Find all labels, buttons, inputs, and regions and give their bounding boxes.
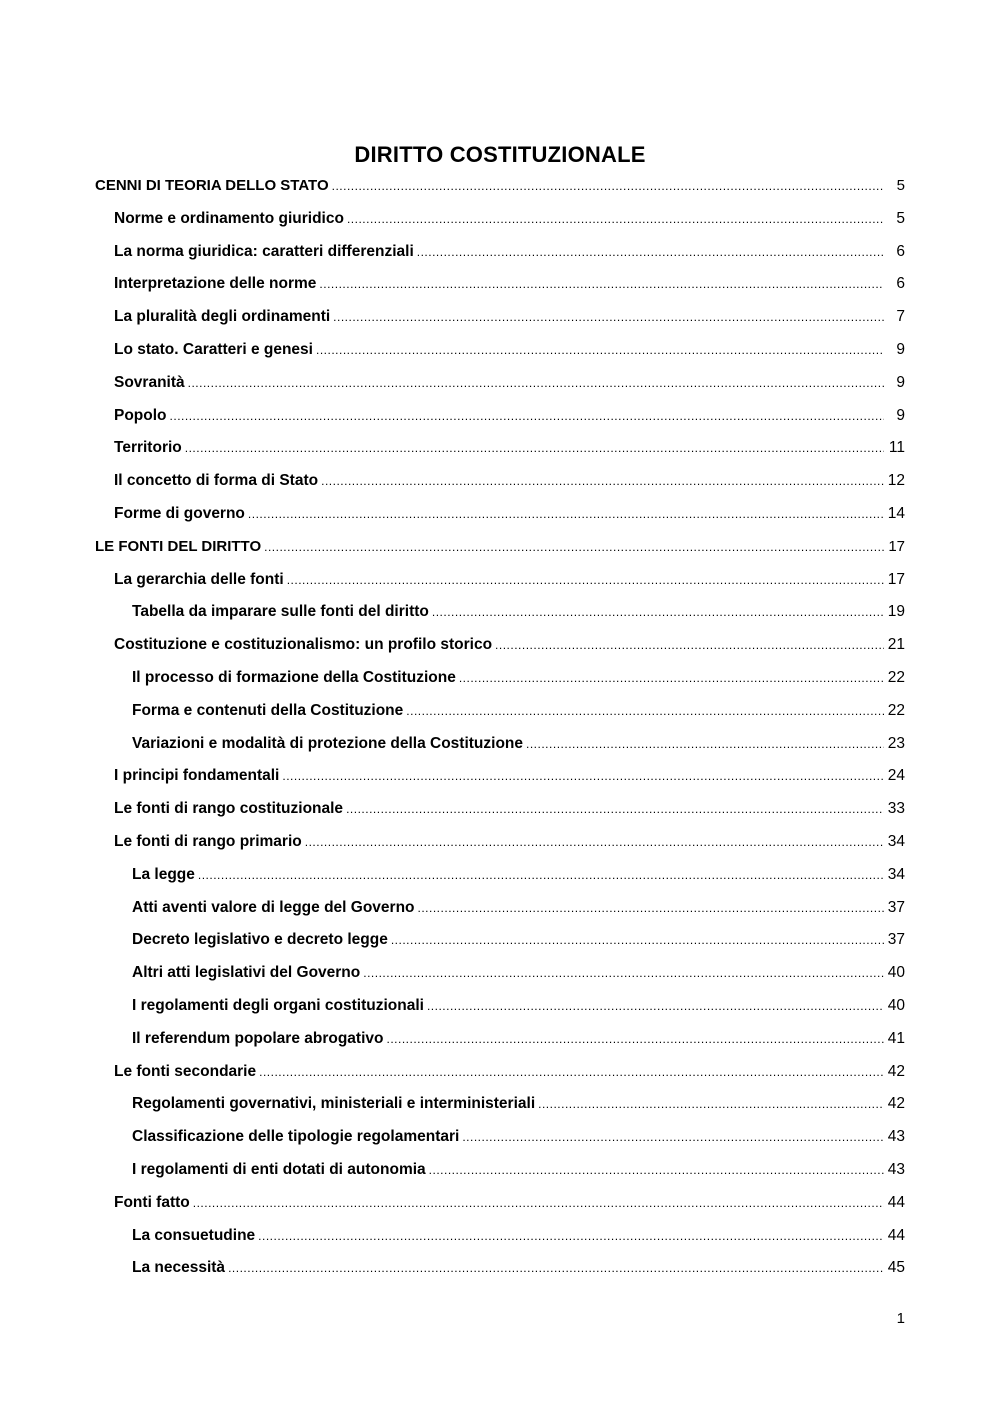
toc-entry-label: Popolo <box>114 406 167 424</box>
dot-leader <box>429 1158 884 1182</box>
toc-entry-page: 33 <box>887 800 905 818</box>
toc-entry-page: 34 <box>887 865 905 883</box>
toc-entry[interactable] <box>95 272 905 305</box>
dot-leader <box>417 240 884 264</box>
toc-entry-label: La legge <box>132 865 195 883</box>
toc-entry-page: 34 <box>887 832 905 850</box>
toc-entry-label: La gerarchia delle fonti <box>114 570 284 588</box>
toc-entry-label: LE FONTI DEL DIRITTO <box>95 537 262 555</box>
toc-entry[interactable] <box>95 600 905 633</box>
toc-entry[interactable] <box>95 699 905 732</box>
toc-entry[interactable] <box>95 830 905 863</box>
toc-entry-page: 11 <box>888 439 905 457</box>
toc-entry-page: 17 <box>888 537 905 555</box>
dot-leader <box>188 371 884 395</box>
toc-entry-page: 12 <box>887 472 905 490</box>
toc-entry[interactable] <box>95 371 905 404</box>
toc-entry-label: La consuetudine <box>132 1226 256 1244</box>
toc-entry-label: Lo stato. Caratteri e genesi <box>114 340 313 358</box>
dot-leader <box>526 732 884 756</box>
toc-entry-label: Atti aventi valore di legge del Governo <box>132 898 415 916</box>
toc-entry-page: 19 <box>887 603 905 621</box>
toc-entry-page: 9 <box>896 406 905 424</box>
toc-entry[interactable] <box>95 994 905 1027</box>
dot-leader <box>193 1191 884 1215</box>
dot-leader <box>332 174 884 198</box>
toc-entry-label: I regolamenti degli organi costituzionali <box>132 996 424 1014</box>
toc-entry-page: 40 <box>887 996 905 1014</box>
toc-entry[interactable] <box>95 666 905 699</box>
dot-leader <box>282 764 884 788</box>
toc-entry[interactable] <box>95 568 905 601</box>
toc-entry-page: 43 <box>887 1160 905 1178</box>
toc-entry[interactable] <box>95 1256 905 1289</box>
toc-entry[interactable] <box>95 436 905 469</box>
dot-leader <box>391 928 884 952</box>
toc-entry[interactable] <box>95 469 905 502</box>
dot-leader <box>198 863 884 887</box>
dot-leader <box>495 633 884 657</box>
toc-entry[interactable] <box>95 1060 905 1093</box>
dot-leader <box>228 1256 884 1280</box>
toc-entry-label: Forme di governo <box>114 504 245 522</box>
toc-entry-page: 37 <box>887 898 905 916</box>
toc-entry[interactable] <box>95 338 905 371</box>
toc-entry-page: 6 <box>896 242 905 260</box>
dot-leader <box>321 469 884 493</box>
toc-entry-label: Le fonti di rango primario <box>114 832 302 850</box>
dot-leader <box>287 568 884 592</box>
toc-entry[interactable] <box>95 863 905 896</box>
table-of-contents <box>95 174 905 1289</box>
toc-entry[interactable] <box>95 207 905 240</box>
toc-entry-label: Norme e ordinamento giuridico <box>114 209 344 227</box>
toc-entry[interactable] <box>95 1125 905 1158</box>
toc-entry-label: Forma e contenuti della Costituzione <box>132 701 404 719</box>
toc-entry-label: Classificazione delle tipologie regolamentari <box>132 1128 460 1146</box>
toc-entry[interactable] <box>95 404 905 437</box>
toc-entry-page: 44 <box>887 1226 905 1244</box>
dot-leader <box>406 699 884 723</box>
toc-entry-page: 14 <box>887 504 905 522</box>
toc-entry[interactable] <box>95 764 905 797</box>
toc-entry-page: 21 <box>887 636 905 654</box>
toc-entry-page: 44 <box>887 1193 905 1211</box>
dot-leader <box>387 1027 885 1051</box>
dot-leader <box>170 404 884 428</box>
toc-entry-page: 9 <box>896 373 905 391</box>
dot-leader <box>333 305 884 329</box>
toc-entry[interactable] <box>95 240 905 273</box>
toc-entry-label: Interpretazione delle norme <box>114 275 317 293</box>
toc-entry-label: Il concetto di forma di Stato <box>114 472 319 490</box>
toc-entry-page: 9 <box>896 340 905 358</box>
toc-entry-label: Il processo di formazione della Costituzione <box>132 668 456 686</box>
toc-entry-page: 23 <box>887 734 905 752</box>
toc-entry[interactable] <box>95 1158 905 1191</box>
toc-entry-page: 6 <box>896 275 905 293</box>
dot-leader <box>305 830 884 854</box>
toc-entry-label: Decreto legislativo e decreto legge <box>132 931 388 949</box>
toc-entry[interactable] <box>95 633 905 666</box>
toc-entry-page: 5 <box>896 177 905 194</box>
toc-entry-page: 17 <box>887 570 905 588</box>
toc-entry-label: I principi fondamentali <box>114 767 280 785</box>
toc-entry[interactable] <box>95 797 905 830</box>
dot-leader <box>319 272 884 296</box>
toc-entry-label: Fonti fatto <box>114 1193 190 1211</box>
toc-entry-label: La necessità <box>132 1259 226 1277</box>
dot-leader <box>185 436 884 460</box>
page-title: DIRITTO COSTITUZIONALE <box>354 142 646 167</box>
toc-entry-page: 5 <box>896 209 905 227</box>
toc-entry-page: 24 <box>887 767 905 785</box>
page-number: 1 <box>896 1310 905 1327</box>
toc-entry[interactable] <box>95 1092 905 1125</box>
toc-entry[interactable] <box>95 732 905 765</box>
dot-leader <box>418 896 884 920</box>
dot-leader <box>462 1125 884 1149</box>
dot-leader <box>259 1060 884 1084</box>
toc-entry-page: 7 <box>896 308 905 326</box>
toc-entry[interactable] <box>95 1027 905 1060</box>
toc-entry-page: 22 <box>887 668 905 686</box>
dot-leader <box>248 502 884 526</box>
toc-entry-label: Altri atti legislativi del Governo <box>132 964 361 982</box>
toc-entry-label: Costituzione e costituzionalismo: un profilo storico <box>114 636 493 654</box>
toc-entry-label: Regolamenti governativi, ministeriali e interministeriali <box>132 1095 536 1113</box>
toc-entry[interactable] <box>95 928 905 961</box>
toc-entry[interactable] <box>95 1191 905 1224</box>
toc-entry-page: 45 <box>887 1259 905 1277</box>
toc-entry-label: CENNI DI TEORIA DELLO STATO <box>95 177 329 194</box>
toc-entry-label: Il referendum popolare abrogativo <box>132 1029 384 1047</box>
toc-entry-label: Variazioni e modalità di protezione della Costituzione <box>132 734 524 752</box>
toc-entry-page: 43 <box>887 1128 905 1146</box>
dot-leader <box>346 797 884 821</box>
toc-entry-label: Tabella da imparare sulle fonti del diritto <box>132 603 429 621</box>
toc-entry-label: Le fonti di rango costituzionale <box>114 800 344 818</box>
toc-entry[interactable] <box>95 174 905 207</box>
toc-entry-page: 22 <box>887 701 905 719</box>
toc-entry[interactable] <box>95 1224 905 1257</box>
toc-entry-label: La pluralità degli ordinamenti <box>114 308 331 326</box>
toc-entry[interactable] <box>95 502 905 535</box>
dot-leader <box>316 338 884 362</box>
dot-leader <box>459 666 884 690</box>
dot-leader <box>432 600 884 624</box>
toc-entry-page: 37 <box>887 931 905 949</box>
toc-entry-page: 41 <box>887 1029 905 1047</box>
toc-entry-label: I regolamenti di enti dotati di autonomia <box>132 1160 426 1178</box>
toc-entry-label: Territorio <box>114 439 182 457</box>
dot-leader <box>363 961 884 985</box>
dot-leader <box>427 994 884 1018</box>
toc-entry[interactable] <box>95 896 905 929</box>
toc-entry[interactable] <box>95 535 905 568</box>
dot-leader <box>258 1224 884 1248</box>
toc-entry-label: Le fonti secondarie <box>114 1062 257 1080</box>
toc-entry-page: 42 <box>887 1095 905 1113</box>
toc-entry-label: Sovranità <box>114 373 185 391</box>
dot-leader <box>264 535 884 559</box>
toc-entry-page: 40 <box>887 964 905 982</box>
toc-entry[interactable] <box>95 961 905 994</box>
toc-entry[interactable] <box>95 305 905 338</box>
dot-leader <box>538 1092 884 1116</box>
toc-entry-label: La norma giuridica: caratteri differenziali <box>114 242 414 260</box>
dot-leader <box>347 207 884 231</box>
toc-entry-page: 42 <box>887 1062 905 1080</box>
